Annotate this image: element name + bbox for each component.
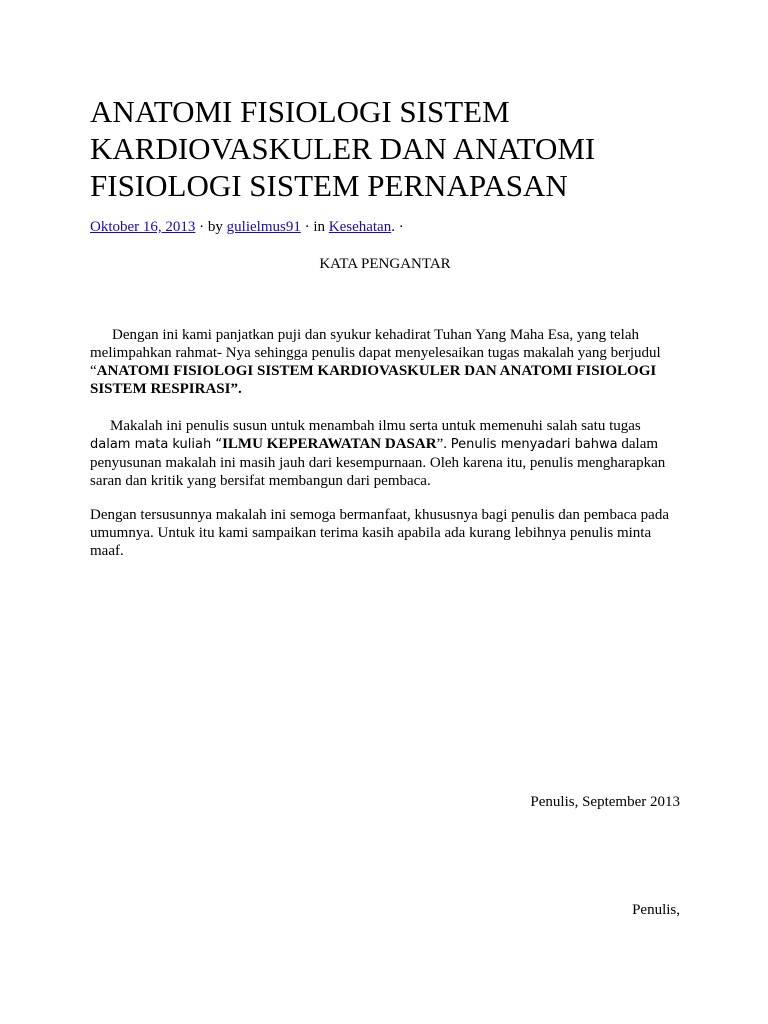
author-link[interactable]: gulielmus91 — [226, 219, 301, 235]
post-date-link[interactable]: Oktober 16, 2013 — [90, 219, 196, 235]
paragraph-purpose — [90, 417, 680, 490]
paragraph-line: Dengan ini kami panjatkan puji dan syukur kehadirat Tuhan Yang Maha Esa, yang telah — [112, 327, 639, 343]
paragraph-text: Penulis menyadari bahwa — [450, 437, 618, 452]
bold-title: ANATOMI FISIOLOGI SISTEM KARDIOVASKULER DAN ANATOMI FISIOLOGI SISTEM RESPIRASI — [90, 363, 657, 397]
paragraph-line: saran dan kritik yang bersifat membangun dari pembaca. — [90, 473, 431, 489]
bold-course: ILMU KEPERAWATAN DASAR — [222, 436, 437, 452]
quote-mark: “ — [90, 363, 97, 379]
quote-mark: ”. — [230, 381, 242, 397]
paragraph-closing — [90, 506, 680, 560]
paragraph-line: maaf. — [90, 543, 124, 559]
signature-date: Penulis, September 2013 — [530, 794, 680, 810]
post-meta — [90, 218, 404, 236]
paragraph-line: umumnya. Untuk itu kami sampaikan terima kasih apabila ada kurang lebihnya penulis minta — [90, 525, 652, 541]
meta-separator-by: · by — [195, 219, 227, 235]
paragraph-intro — [90, 326, 680, 398]
signature-name: Penulis, — [632, 902, 680, 918]
paragraph-line: melimpahkan rahmat- Nya sehingga penulis dapat menyelesaikan tugas makalah yang berjudul — [90, 345, 661, 361]
section-heading: KATA PENGANTAR — [319, 256, 451, 272]
paragraph-line: Dengan tersusunnya makalah ini semoga bermanfaat, khususnya bagi penulis dan pembaca pada — [90, 507, 669, 523]
paragraph-line: Makalah ini penulis susun untuk menambah ilmu serta untuk memenuhi salah satu tugas — [110, 418, 641, 434]
meta-separator-in: · in — [300, 219, 329, 235]
paragraph-text: ”. — [436, 436, 451, 452]
paragraph-text: dalam — [617, 436, 659, 452]
meta-separator-end: . · — [391, 219, 404, 235]
article-title: ANATOMI FISIOLOGI SISTEM KARDIOVASKULER DAN ANATOMI FISIOLOGI SISTEM PERNAPASAN — [90, 94, 596, 203]
paragraph-text: dalam mata kuliah “ — [90, 437, 223, 452]
category-link[interactable]: Kesehatan — [328, 219, 392, 235]
paragraph-line: penyusunan makalah ini masih jauh dari kesempurnaan. Oleh karena itu, penulis mengharapkan — [90, 455, 666, 471]
